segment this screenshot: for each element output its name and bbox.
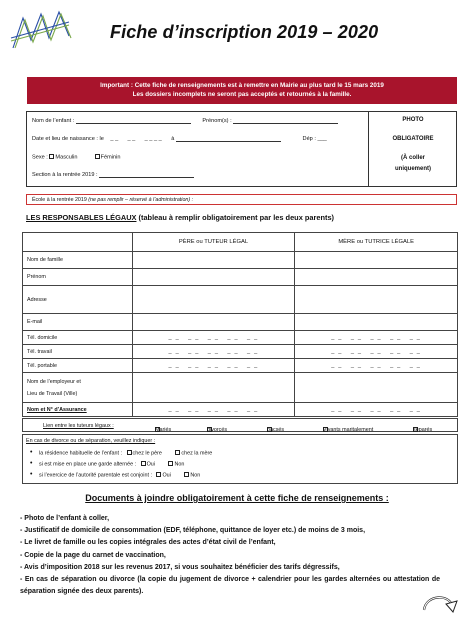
- divorce-box: [22, 434, 458, 484]
- child-birth-row: [32, 136, 327, 142]
- conjoint-oui-checkbox[interactable]: [156, 472, 161, 477]
- mere-prenom-cell[interactable]: [295, 269, 458, 286]
- chez-pere-checkbox[interactable]: [127, 450, 132, 455]
- child-birth-label: Date et lieu de naissance : le: [32, 136, 104, 142]
- garde-oui-label: Oui: [146, 461, 155, 468]
- employeur-label-1: Nom de l’employeur et: [27, 378, 81, 385]
- table-row: [23, 373, 458, 403]
- table-corner-cell: [23, 233, 133, 252]
- table-row: [23, 269, 458, 286]
- list-item: - Justificatif de domicile de consommation (EDF, téléphone, quittance de loyer etc.) de moins de 3 mois,: [20, 527, 366, 535]
- banner-line-1: Important : Cette fiche de renseignements est à remettre en Mairie au plus tard le 15 mars 2019: [100, 82, 384, 89]
- mere-tel-travail-cell[interactable]: _ _ _ _ _ _ _ _ _ _: [295, 345, 458, 359]
- responsables-title-underlined: LES RESPONSABLES LÉGAUX: [26, 213, 137, 222]
- maries-label: Mariés: [155, 427, 172, 433]
- masculin-label: Masculin: [55, 154, 78, 161]
- employeur-label-2: Lieu de Travail (Ville): [27, 390, 78, 397]
- conjoint-non-label: Non: [190, 472, 201, 479]
- table-row: [23, 314, 458, 331]
- child-dep-label[interactable]: Dép : ___: [302, 136, 327, 142]
- garde-row: [39, 461, 184, 468]
- list-item: - Photo de l’enfant à coller,: [20, 515, 110, 522]
- row-label: Prénom: [23, 269, 133, 286]
- garde-oui-checkbox[interactable]: [141, 461, 146, 466]
- separes-label: séparés: [413, 427, 433, 433]
- pere-prenom-cell[interactable]: [132, 269, 295, 286]
- row-label: Tél. travail: [23, 345, 133, 359]
- ecole-note: (ne pas remplir – réservé à l’administration) :: [88, 197, 194, 203]
- list-item: - Avis d’imposition 2018 sur les revenus 2017, si vous souhaitez bénéficier des tarifs dégressifs,: [20, 563, 340, 571]
- conjoint-oui-label: Oui: [162, 472, 171, 479]
- documents-title: Documents à joindre obligatoirement à cette fiche de renseignements :: [85, 493, 389, 503]
- row-label: Tél. portable: [23, 359, 133, 373]
- row-label: Adresse: [23, 286, 133, 314]
- child-sexe-label: Sexe :: [32, 154, 50, 161]
- child-prenom-field[interactable]: [233, 118, 338, 124]
- row-label: E-mail: [23, 314, 133, 331]
- table-row: [23, 286, 458, 314]
- garde-non-label: Non: [174, 461, 185, 468]
- pere-nom-cell[interactable]: [132, 252, 295, 269]
- feminin-label: Féminin: [100, 154, 121, 161]
- row-label: Nom de famille: [23, 252, 133, 269]
- garde-non-checkbox[interactable]: [168, 461, 173, 466]
- documents-list: [20, 513, 440, 598]
- table-row: [23, 345, 458, 359]
- conjoint-non-checkbox[interactable]: [184, 472, 189, 477]
- chez-mere-label: chez la mère: [181, 450, 213, 457]
- table-row: [23, 331, 458, 345]
- child-section-row: [32, 172, 194, 178]
- page-title: Fiche d’inscription 2019 – 2020: [110, 22, 379, 42]
- child-birth-place-field[interactable]: [176, 136, 281, 142]
- conjoint-row: [39, 472, 200, 479]
- masculin-checkbox[interactable]: [49, 154, 54, 159]
- child-birth-a: à: [171, 136, 175, 142]
- child-sex-row: [32, 154, 121, 161]
- photo-divider: [368, 112, 369, 186]
- table-row: [23, 403, 458, 417]
- child-info-box: [26, 111, 457, 187]
- list-item: - En cas de séparation ou divorce (la copie du jugement de divorce + calendrier pour les gardes alternées ou attestation de séparation signée des deux parents).: [20, 576, 440, 596]
- pacses-label: pacsés: [267, 427, 285, 433]
- feminin-checkbox[interactable]: [95, 154, 100, 159]
- pere-tel-portable-cell[interactable]: _ _ _ _ _ _ _ _ _ _: [132, 359, 295, 373]
- child-nom-label: Nom de l’enfant :: [32, 118, 76, 124]
- child-section-field[interactable]: [99, 172, 194, 178]
- divorces-label: divorcés: [207, 427, 228, 433]
- row-label: Tél. domicile: [23, 331, 133, 345]
- mere-tel-domicile-cell[interactable]: _ _ _ _ _ _ _ _ _ _: [295, 331, 458, 345]
- lien-tuteurs-box: [22, 418, 458, 432]
- divorce-title: En cas de divorce ou de séparation, veuillez indiquer :: [26, 438, 156, 444]
- child-section-label: Section à la rentrée 2019 :: [32, 172, 100, 178]
- vivants-label: Vivants maritalement: [323, 427, 374, 433]
- pere-employeur-cell[interactable]: [132, 373, 295, 403]
- photo-uniquement: uniquement): [395, 166, 431, 172]
- child-birth-date[interactable]: _ _ _ _ _ _ _ _: [110, 136, 162, 142]
- banner-line-2: Les dossiers incomplets ne seront pas acceptés et retournés à la famille.: [132, 91, 352, 98]
- ecole-admin-box: [26, 194, 457, 205]
- table-row: [23, 359, 458, 373]
- chez-pere-label: chez le père: [132, 450, 162, 457]
- garde-label: si est mise en place une garde alternée :: [39, 461, 137, 468]
- residence-label: la résidence habituelle de l’enfant :: [39, 450, 123, 457]
- pere-tel-domicile-cell[interactable]: _ _ _ _ _ _ _ _ _ _: [132, 331, 295, 345]
- photo-box: [370, 112, 456, 186]
- mere-nom-cell[interactable]: [295, 252, 458, 269]
- photo-label: PHOTO: [402, 117, 424, 123]
- list-item: - Copie de la page du carnet de vaccination,: [20, 551, 166, 559]
- chez-mere-checkbox[interactable]: [175, 450, 180, 455]
- row-label: [23, 373, 133, 403]
- conjoint-label: si l’exercice de l’autorité parentale est conjoint :: [39, 472, 152, 479]
- curved-arrow-icon[interactable]: [420, 588, 460, 618]
- residence-row: [39, 450, 212, 457]
- pere-adresse-cell[interactable]: [132, 286, 295, 314]
- list-item: - Le livret de famille ou les copies intégrales des actes d’état civil de l’enfant,: [20, 539, 276, 547]
- pere-email-cell[interactable]: [132, 314, 295, 331]
- responsables-title: [26, 213, 334, 222]
- mere-email-cell[interactable]: [295, 314, 458, 331]
- table-header-row: [23, 233, 458, 252]
- pere-tel-travail-cell[interactable]: _ _ _ _ _ _ _ _ _ _: [132, 345, 295, 359]
- child-prenom-label: Prénom(s) :: [202, 118, 234, 124]
- photo-a-coller: (À coller: [400, 155, 425, 161]
- responsables-table: [22, 232, 458, 417]
- important-banner: [27, 77, 457, 104]
- child-name-row: [32, 118, 338, 124]
- table-row: [23, 252, 458, 269]
- child-nom-field[interactable]: [76, 118, 191, 124]
- lien-label: Lien entre les tuteurs légaux :: [43, 423, 114, 429]
- col-mere-header: MÈRE ou TUTRICE LÉGALE: [295, 233, 458, 252]
- responsables-title-rest: (tableau à remplir obligatoirement par les deux parents): [136, 213, 335, 222]
- mh-logo: [9, 8, 73, 50]
- mere-tel-portable-cell[interactable]: _ _ _ _ _ _ _ _ _ _: [295, 359, 458, 373]
- ecole-label: École à la rentrée 2019: [32, 197, 89, 203]
- pere-assurance-cell[interactable]: _ _ _ _ _ _ _ _ _ _: [132, 403, 295, 417]
- photo-obligatoire: OBLIGATOIRE: [392, 136, 434, 142]
- mere-assurance-cell[interactable]: _ _ _ _ _ _ _ _ _ _: [295, 403, 458, 417]
- mere-employeur-cell[interactable]: [295, 373, 458, 403]
- col-pere-header: PÈRE ou TUTEUR LÉGAL: [132, 233, 295, 252]
- row-label: Nom et N° d’Assurance: [23, 403, 133, 417]
- mere-adresse-cell[interactable]: [295, 286, 458, 314]
